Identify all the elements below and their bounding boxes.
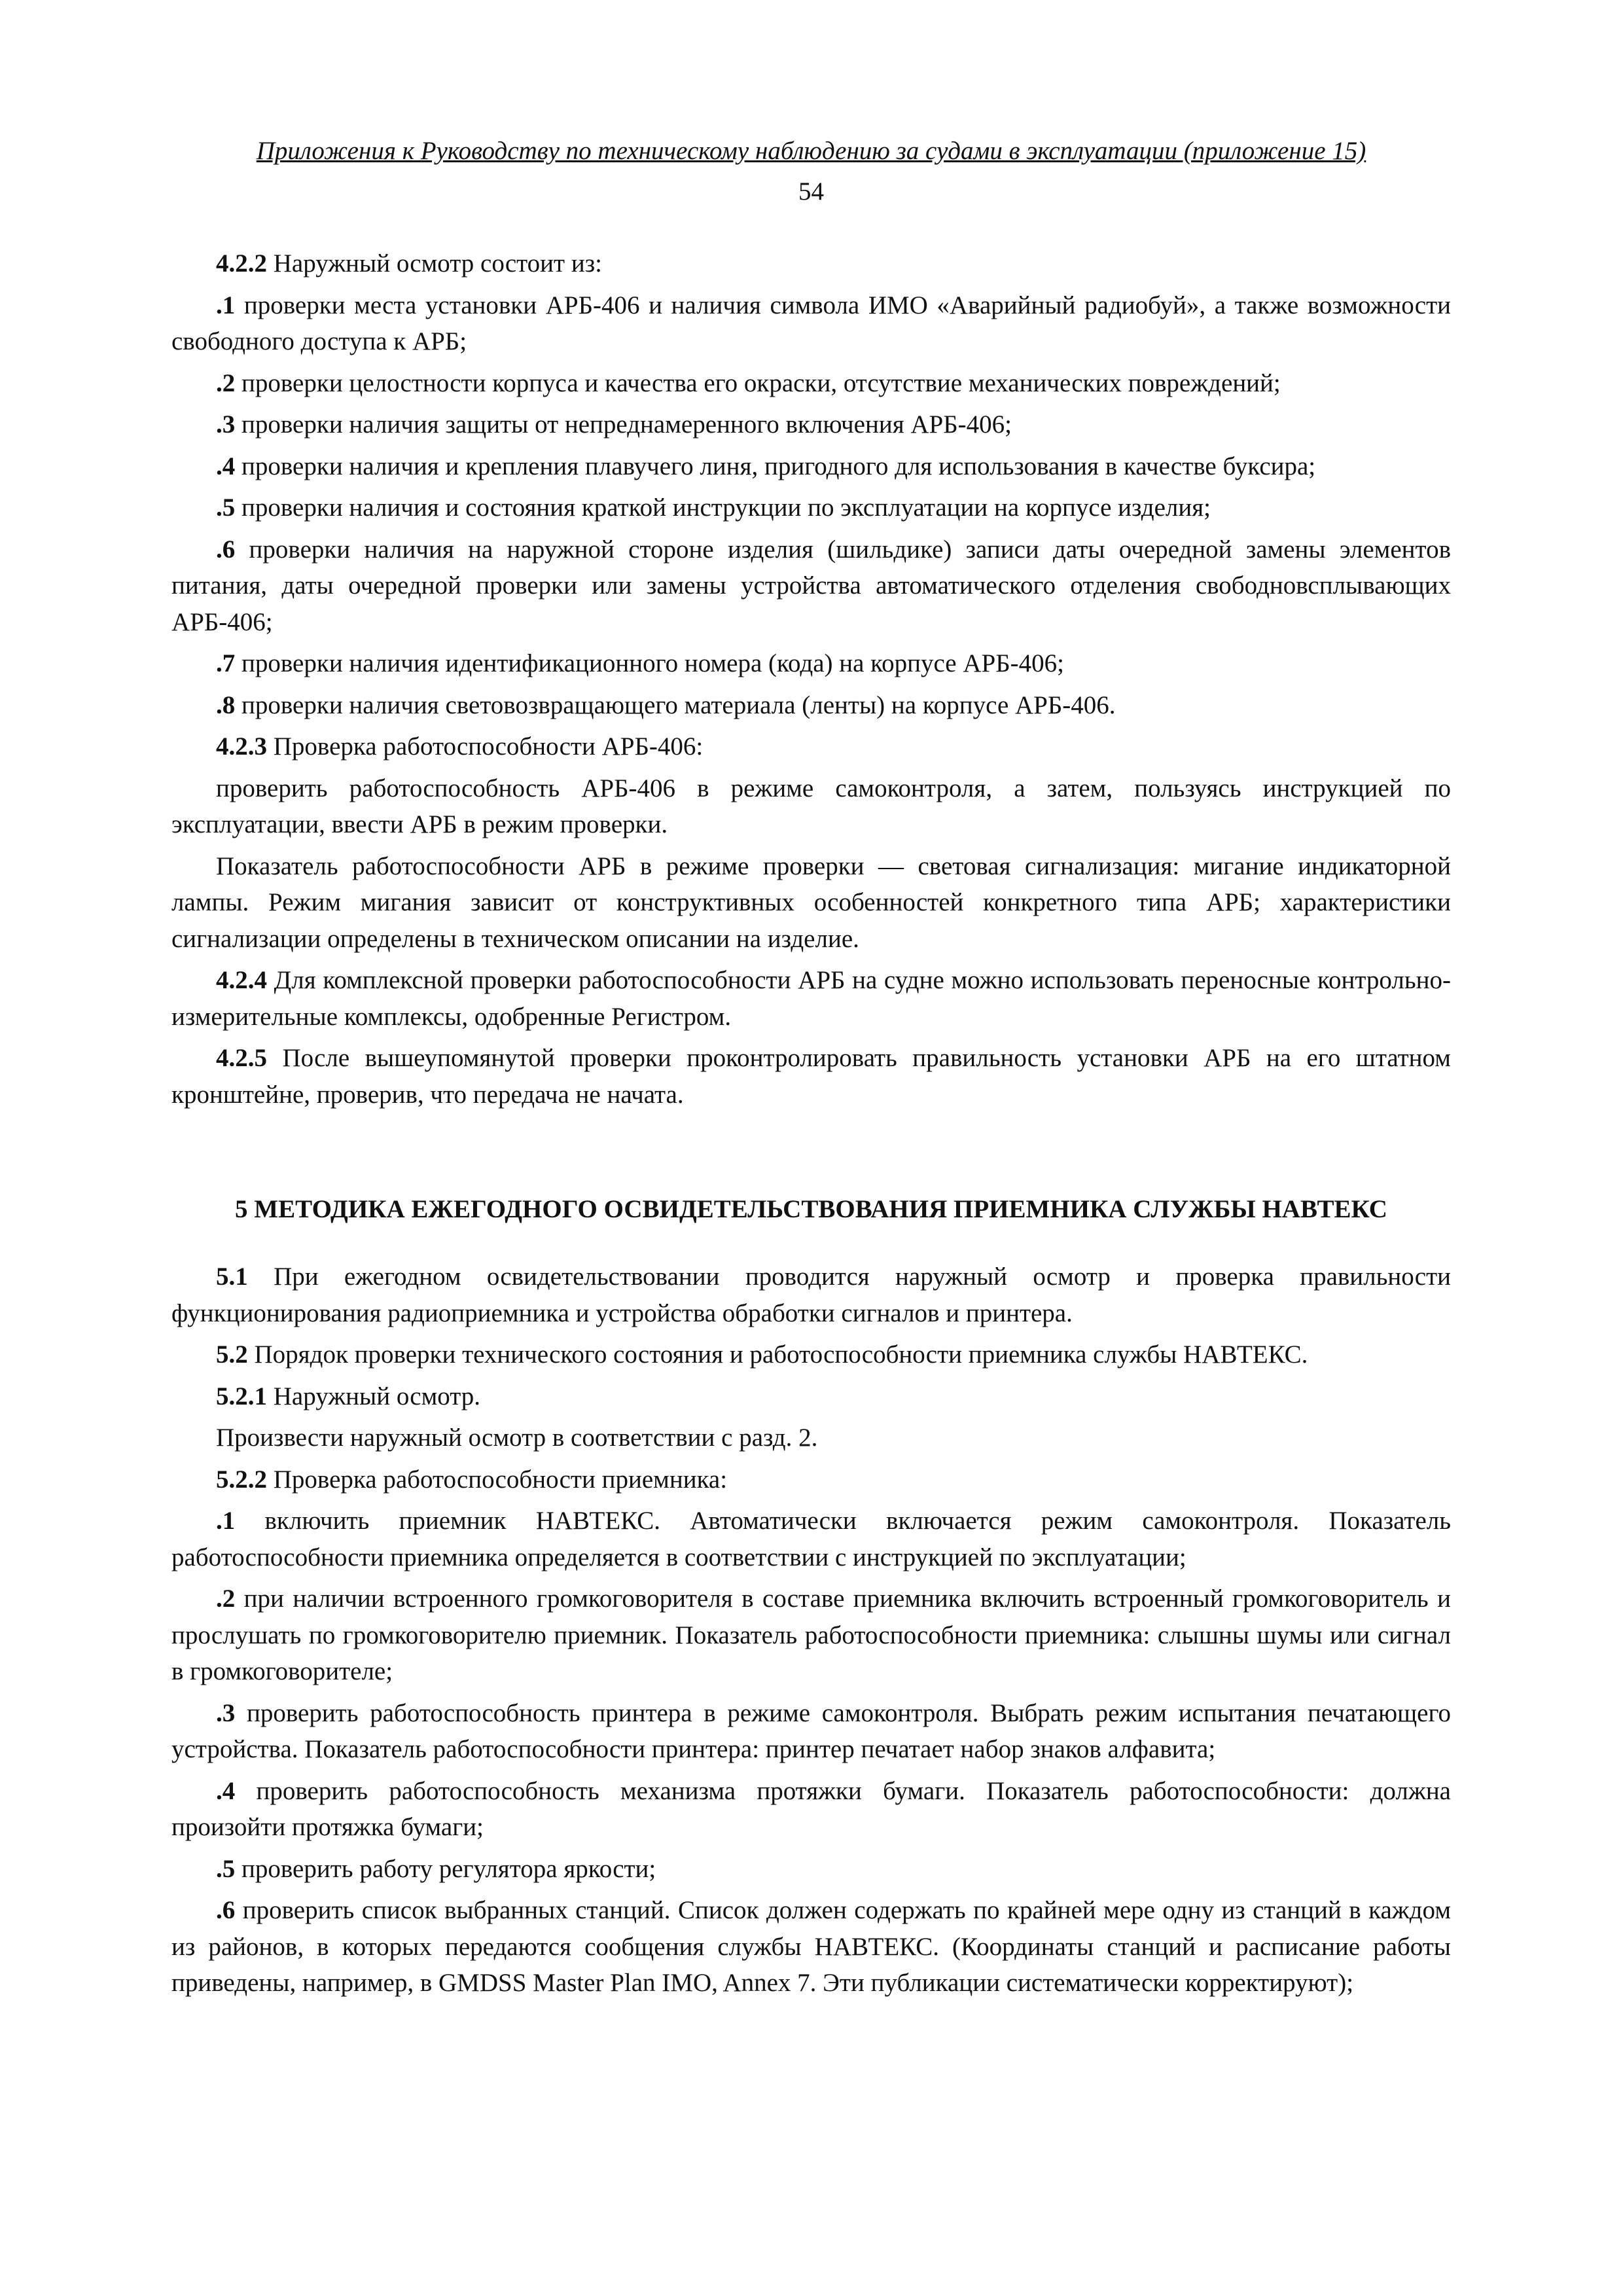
- clause-number: .2: [216, 1585, 236, 1613]
- paragraph-text: Порядок проверки технического состояния и работоспособности приемника службы НАВТЕКС.: [247, 1340, 1308, 1369]
- paragraph: [171, 687, 1451, 724]
- clause-number: 5.2.1: [216, 1382, 267, 1410]
- clause-number: 5.2: [216, 1340, 248, 1369]
- paragraph: [171, 645, 1451, 682]
- paragraph: [171, 770, 1451, 843]
- paragraph-text: Проверка работоспособности АРБ-406:: [267, 732, 704, 761]
- paragraph-text: Для комплексной проверки работоспособности АРБ на судне можно использовать переносные контрольно-измерительные комплексы, одобренные Регистром.: [171, 966, 1451, 1031]
- paragraph-text: проверки наличия защиты от непреднамеренного включения АРБ-406;: [235, 410, 1012, 439]
- paragraph-text: После вышеупомянутой проверки проконтролировать правильность установки АРБ на его штатном кронштейне, проверив, что передача не начата.: [171, 1044, 1451, 1109]
- paragraph: [171, 1581, 1451, 1690]
- clause-number: 4.2.2: [216, 249, 267, 278]
- clause-number: .6: [216, 1896, 236, 1924]
- clause-number: .5: [216, 493, 236, 522]
- document-page: [171, 134, 1451, 2007]
- paragraph-text: проверки наличия световозвращающего материала (ленты) на корпусе АРБ-406.: [235, 691, 1116, 719]
- paragraph-text: Проверка работоспособности приемника:: [267, 1465, 728, 1494]
- paragraph: [171, 448, 1451, 485]
- section-5-body: [171, 1259, 1451, 2001]
- clause-number: 5.2.2: [216, 1465, 267, 1494]
- section-heading: 5 МЕТОДИКА ЕЖЕГОДНОГО ОСВИДЕТЕЛЬСТВОВАНИЯ ПРИЕМНИКА СЛУЖБЫ НАВТЕКС: [235, 1195, 1387, 1223]
- paragraph: [171, 365, 1451, 402]
- clause-number: 4.2.4: [216, 966, 267, 994]
- paragraph-text: проверить список выбранных станций. Список должен содержать по крайней мере одну из станций в каждом из районов, в которых передаются сообщения службы НАВТЕКС. (Координаты станций и расписание работы приведены, например, в GMDSS Master Plan IMO, Annex 7. Эти публикации систематически корректируют);: [171, 1896, 1451, 1997]
- paragraph-text: проверить работоспособность принтера в режиме самоконтроля. Выбрать режим испытания печатающего устройства. Показатель работоспособности принтера: принтер печатает набор знаков алфавита;: [171, 1698, 1451, 1763]
- section-4-2-body: [171, 245, 1451, 1113]
- paragraph-text: проверки наличия и состояния краткой инструкции по эксплуатации на корпусе изделия;: [235, 493, 1211, 522]
- clause-number: 4.2.5: [216, 1044, 267, 1072]
- clause-number: .6: [216, 535, 236, 564]
- paragraph: [171, 1503, 1451, 1575]
- paragraph-text: проверки наличия идентификационного номера (кода) на корпусе АРБ-406;: [235, 649, 1064, 677]
- paragraph: [171, 1695, 1451, 1768]
- paragraph-text: При ежегодном освидетельствовании проводится наружный осмотр и проверка правильности функционирования радиоприемника и устройства обработки сигналов и принтера.: [171, 1263, 1451, 1327]
- paragraph: [171, 1892, 1451, 2001]
- clause-number: .1: [216, 291, 236, 319]
- paragraph-text: проверки наличия на наружной стороне изделия (шильдике) записи даты очередной замены элементов питания, даты очередной проверки или замены устройства автоматического отделения свободновсплывающих АРБ-406;: [171, 535, 1451, 636]
- paragraph: [171, 1259, 1451, 1331]
- paragraph: [171, 1336, 1451, 1373]
- paragraph: [171, 1773, 1451, 1846]
- paragraph: [171, 962, 1451, 1035]
- paragraph: [171, 245, 1451, 282]
- clause-number: .4: [216, 452, 236, 480]
- clause-number: .3: [216, 1698, 236, 1727]
- paragraph-text: при наличии встроенного громкоговорителя в составе приемника включить встроенный громкоговоритель и прослушать по громкоговорителю приемник. Показатель работоспособности приемника: слышны шумы или сигнал в громкоговорителе;: [171, 1585, 1451, 1685]
- paragraph: [171, 1420, 1451, 1456]
- clause-number: .4: [216, 1776, 236, 1805]
- running-header: Приложения к Руководству по техническому наблюдению за судами в эксплуатации (приложение 15): [256, 137, 1366, 165]
- paragraph: [171, 490, 1451, 526]
- paragraph-text: проверки места установки АРБ-406 и наличия символа ИМО «Аварийный радиобуй», а также возможности свободного доступа к АРБ;: [171, 291, 1451, 355]
- clause-number: .8: [216, 691, 236, 719]
- paragraph-text: проверки наличия и крепления плавучего линя, пригодного для использования в качестве буксира;: [235, 452, 1316, 480]
- clause-number: .3: [216, 410, 236, 439]
- paragraph-text: Показатель работоспособности АРБ в режиме проверки — световая сигнализация: мигание индикаторной лампы. Режим мигания зависит от конструктивных особенностей конкретного типа АРБ; характеристики сигнализации определены в техническом описании на изделие.: [171, 852, 1451, 953]
- paragraph: [171, 531, 1451, 641]
- paragraph-text: проверки целостности корпуса и качества его окраски, отсутствие механических повреждений;: [235, 368, 1281, 397]
- paragraph-text: включить приемник НАВТЕКС. Автоматически включается режим самоконтроля. Показатель работоспособности приемника определяется в соответствии с инструкцией по эксплуатации;: [171, 1507, 1451, 1571]
- clause-number: .1: [216, 1507, 236, 1535]
- clause-number: .7: [216, 649, 236, 677]
- paragraph: [171, 406, 1451, 443]
- paragraph-text: Наружный осмотр.: [267, 1382, 481, 1410]
- paragraph: [171, 287, 1451, 360]
- clause-number: 5.1: [216, 1263, 248, 1291]
- page-number: 54: [798, 177, 824, 206]
- clause-number: .5: [216, 1854, 236, 1883]
- paragraph-text: проверить работоспособность АРБ-406 в режиме самоконтроля, а затем, пользуясь инструкцией по эксплуатации, ввести АРБ в режим проверки.: [171, 774, 1451, 838]
- paragraph-text: Произвести наружный осмотр в соответствии с разд. 2.: [216, 1424, 818, 1452]
- paragraph-text: проверить работоспособность механизма протяжки бумаги. Показатель работоспособности: должна произойти протяжка бумаги;: [171, 1776, 1451, 1841]
- clause-number: 4.2.3: [216, 732, 267, 761]
- paragraph: [171, 1378, 1451, 1415]
- paragraph-text: Наружный осмотр состоит из:: [267, 249, 602, 278]
- paragraph: [171, 1851, 1451, 1888]
- clause-number: .2: [216, 368, 236, 397]
- paragraph-text: проверить работу регулятора яркости;: [235, 1854, 656, 1883]
- paragraph: [171, 1462, 1451, 1498]
- paragraph: [171, 1040, 1451, 1113]
- paragraph: [171, 848, 1451, 958]
- paragraph: [171, 728, 1451, 765]
